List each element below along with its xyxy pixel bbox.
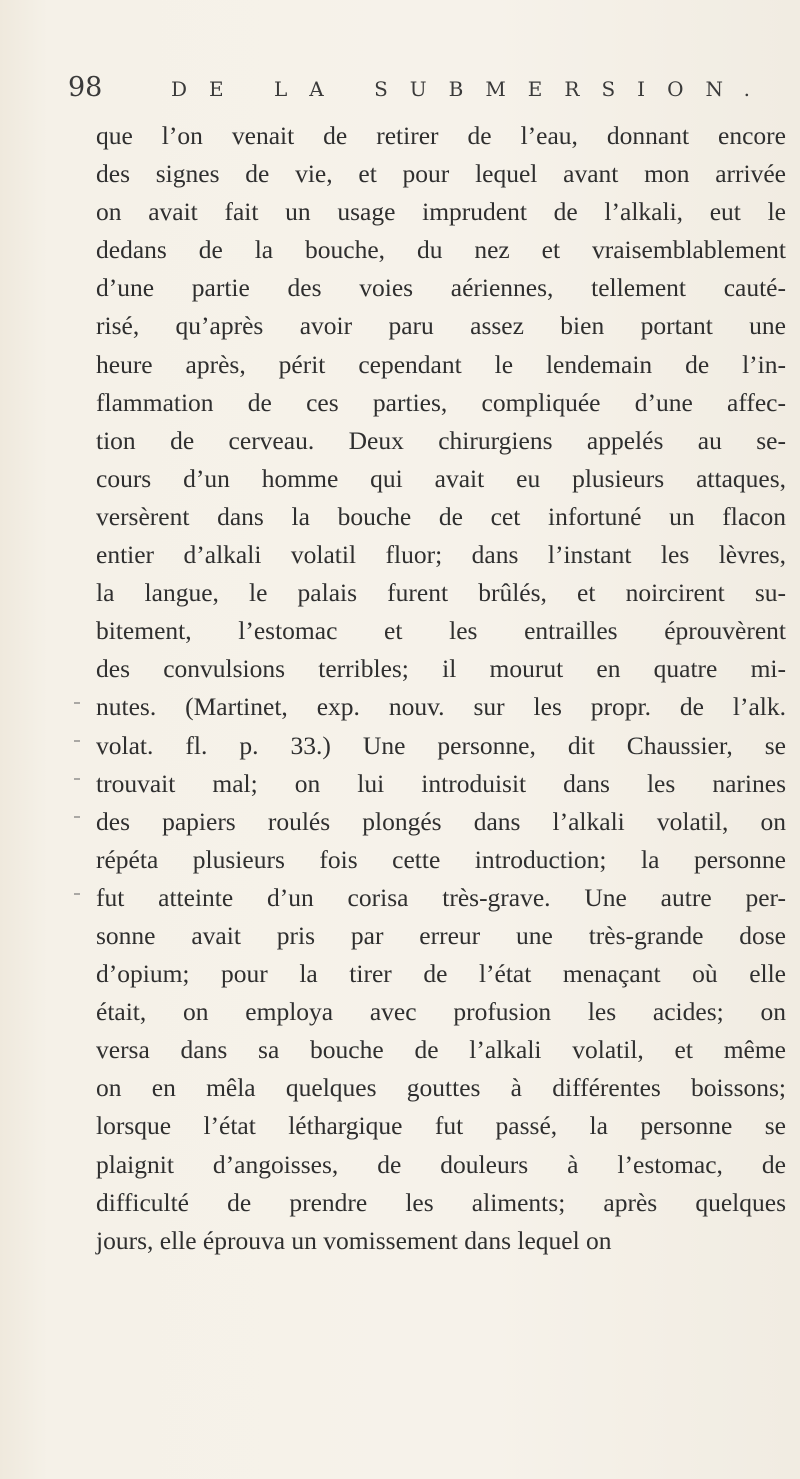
text-line: on avait fait un usage imprudent de l’alkali, eut le [96,197,786,227]
text-line: fut atteinte d’un corisa très-grave. Une autre per- [96,882,786,912]
text-line: nutes. (Martinet, exp. nouv. sur les propr. de l’alk. [96,692,786,722]
text-line: sonne avait pris par erreur une très-grande dose [96,920,786,950]
text-line: flammation de ces parties, compliquée d’une affec- [96,387,786,417]
text-line: que l’on venait de retirer de l’eau, donnant encore [96,121,786,150]
text-line: des papiers roulés plongés dans l’alkali volatil, on [96,806,786,836]
page-number: 98 [68,72,103,103]
margin-mark [74,816,80,818]
text-line: d’opium; pour la tirer de l’état menaçant où elle [96,959,786,989]
text-line: entier d’alkali volatil fluor; dans l’instant les lèvres, [96,540,786,570]
text-line: était, on employa avec profusion les acides; on [96,997,786,1027]
text-line: volat. fl. p. 33.) Une personne, dit Chaussier, se [96,730,786,760]
text-line: la langue, le palais furent brûlés, et noircirent su- [96,578,786,608]
text-line: heure après, périt cependant le lendemain de l’in- [96,349,786,379]
text-line: bitement, l’estomac et les entrailles éprouvèrent [96,616,786,646]
text-line: cours d’un homme qui avait eu plusieurs attaques, [96,463,786,493]
text-line: d’une partie des voies aériennes, tellement cauté- [96,273,786,303]
text-line: tion de cerveau. Deux chirurgiens appelés au se- [96,425,786,455]
running-head: DE LA SUBMERSION. [171,77,773,101]
text-line: des signes de vie, et pour lequel avant mon arrivée [96,159,786,189]
margin-mark [74,702,80,704]
text-line: risé, qu’après avoir paru assez bien portant une [96,311,786,341]
margin-mark [74,893,80,895]
text-line: des convulsions terribles; il mourut en quatre mi- [96,654,786,684]
text-line: répéta plusieurs fois cette introduction; la personne [96,844,786,874]
text-line: lorsque l’état léthargique fut passé, la personne se [96,1111,786,1141]
text-line: versa dans sa bouche de l’alkali volatil, et même [96,1035,786,1065]
text-line: trouvait mal; on lui introduisit dans les narines [96,768,786,798]
text-line: dedans de la bouche, du nez et vraisemblablement [96,235,786,265]
margin-mark [74,740,80,742]
text-line: on en mêla quelques gouttes à différentes boissons; [96,1073,786,1103]
text-line: difficulté de prendre les aliments; après quelques [96,1187,786,1217]
body-text [96,117,786,1260]
text-line: versèrent dans la bouche de cet infortuné un flacon [96,501,786,531]
margin-mark [74,778,80,780]
text-line: plaignit d’angoisses, de douleurs à l’estomac, de [96,1149,786,1179]
text-line: jours, elle éprouva un vomissement dans lequel on [96,1225,612,1255]
page-header [68,72,773,112]
